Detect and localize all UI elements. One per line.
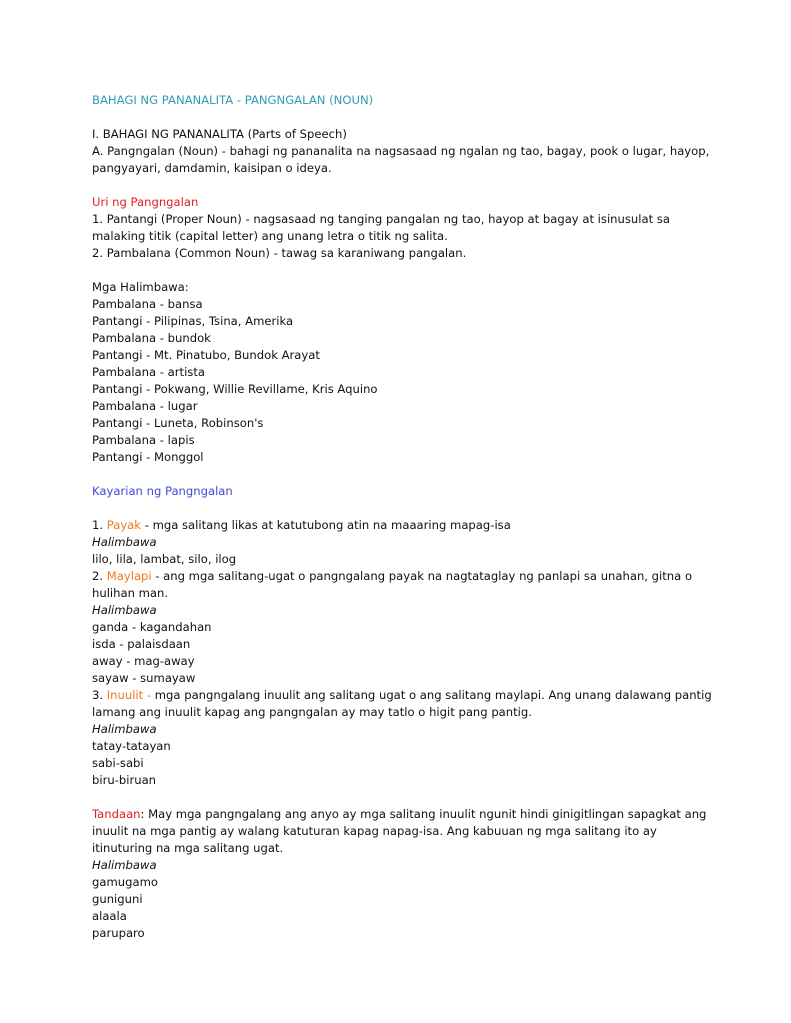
intro-heading: I. BAHAGI NG PANANALITA (Parts of Speech) (92, 127, 347, 141)
inuulit-term: Inuulit - (106, 688, 152, 702)
payak-number: 1. (92, 518, 107, 532)
tandaan-term: Tandaan (92, 807, 141, 821)
spacer (92, 500, 751, 517)
uri-heading: Uri ng Pangngalan (92, 195, 199, 209)
list-item: gamugamo (92, 875, 158, 889)
inuulit-example-label: Halimbawa (92, 722, 157, 736)
list-item: Pambalana - bansa (92, 297, 203, 311)
inuulit-text: mga pangngalang inuulit ang salitang ugat o ang salitang maylapi. Ang unang dalawang pantig lamang ang inuulit kapag ang pangngalan ay may tatlo o higit pang pantig. (92, 688, 712, 719)
uri-item-2: 2. Pambalana (Common Noun) - tawag sa karaniwang pangalan. (92, 246, 467, 260)
tandaan-note (92, 806, 712, 857)
list-item: ganda - kagandahan (92, 620, 212, 634)
halimbawa-section (92, 279, 751, 466)
list-item: isda - palaisdaan (92, 637, 191, 651)
spacer (92, 262, 751, 279)
uri-item-1: 1. Pantangi (Proper Noun) - nagsasaad ng tanging pangalan ng tao, hayop at bagay at isinusulat sa malaking titik (capital letter) ang unang letra o titik ng salita. (92, 212, 670, 243)
kayarian-section (92, 483, 751, 789)
list-item: away - mag-away (92, 654, 195, 668)
intro-section (92, 126, 751, 177)
inuulit-item (92, 687, 712, 721)
list-item: Pantangi - Pilipinas, Tsina, Amerika (92, 314, 294, 328)
list-item: tatay-tatayan (92, 739, 171, 753)
list-item: alaala (92, 909, 127, 923)
list-item: sabi-sabi (92, 756, 144, 770)
maylapi-number: 2. (92, 569, 107, 583)
maylapi-text: - ang mga salitang-ugat o pangngalang payak na nagtataglay ng panlapi sa unahan, gitna o hulihan man. (92, 569, 693, 600)
payak-item (92, 517, 712, 534)
inuulit-number: 3. (92, 688, 107, 702)
halimbawa-heading: Mga Halimbawa: (92, 280, 189, 294)
maylapi-example-label: Halimbawa (92, 603, 157, 617)
list-item: biru-biruan (92, 773, 157, 787)
payak-text: - mga salitang likas at katutubong atin na maaaring mapag-isa (141, 518, 511, 532)
maylapi-term: Maylapi (106, 569, 152, 583)
list-item: Pantangi - Mt. Pinatubo, Bundok Arayat (92, 348, 320, 362)
uri-section (92, 194, 751, 262)
list-item: paruparo (92, 926, 145, 940)
spacer (92, 466, 751, 483)
list-item: Pambalana - lapis (92, 433, 195, 447)
list-item: Pantangi - Pokwang, Willie Revillame, Kris Aquino (92, 382, 378, 396)
list-item: Pambalana - artista (92, 365, 205, 379)
intro-definition: A. Pangngalan (Noun) - bahagi ng pananalita na nagsasaad ng ngalan ng tao, bagay, pook o lugar, hayop, pangyayari, damdamin, kaisipan o ideya. (92, 144, 710, 175)
list-item: lilo, lila, lambat, silo, ilog (92, 552, 237, 566)
list-item: guniguni (92, 892, 143, 906)
list-item: sayaw - sumayaw (92, 671, 196, 685)
list-item: Pambalana - lugar (92, 399, 198, 413)
kayarian-heading: Kayarian ng Pangngalan (92, 484, 233, 498)
list-item: Pambalana - bundok (92, 331, 211, 345)
spacer (92, 177, 751, 194)
tandaan-text: : May mga pangngalang ang anyo ay mga salitang inuulit ngunit hindi ginigitlingan sapagkat ang inuulit na mga pantig ay walang katuturan kapag napag-isa. Ang kabuuan ng mga salitang ito ay itinuturing na mga salitang ugat. (92, 807, 707, 855)
tandaan-section (92, 806, 751, 942)
list-item: Pantangi - Luneta, Robinson's (92, 416, 264, 430)
payak-example-label: Halimbawa (92, 535, 157, 549)
spacer (92, 789, 751, 806)
payak-term: Payak (106, 518, 142, 532)
page-title: BAHAGI NG PANANALITA - PANGNGALAN (NOUN) (92, 93, 374, 107)
tandaan-example-label: Halimbawa (92, 858, 157, 872)
maylapi-item (92, 568, 712, 602)
list-item: Pantangi - Monggol (92, 450, 204, 464)
